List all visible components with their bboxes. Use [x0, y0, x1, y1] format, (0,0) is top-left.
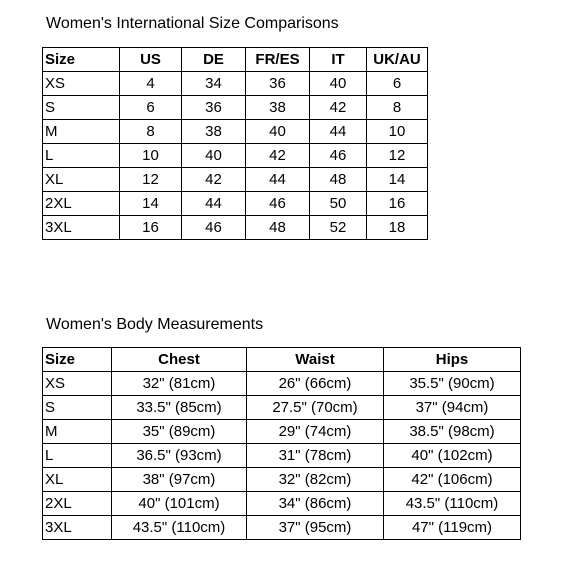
intl-cell-us: 6	[120, 96, 182, 120]
body-cell-chest: 32" (81cm)	[112, 372, 247, 396]
body-cell-hips: 47" (119cm)	[384, 516, 521, 540]
body-cell-chest: 36.5" (93cm)	[112, 444, 247, 468]
body-cell-waist: 27.5" (70cm)	[247, 396, 384, 420]
intl-cell-it: 52	[310, 216, 367, 240]
table-row	[43, 492, 521, 516]
intl-cell-uk-au: 10	[367, 120, 428, 144]
body-cell-waist: 37" (95cm)	[247, 516, 384, 540]
body-header-row	[43, 348, 521, 372]
body-cell-waist: 29" (74cm)	[247, 420, 384, 444]
table-row	[43, 444, 521, 468]
body-header-waist: Waist	[247, 348, 384, 372]
intl-cell-fr-es: 44	[246, 168, 310, 192]
body-cell-size: XS	[43, 372, 112, 396]
intl-cell-us: 4	[120, 72, 182, 96]
table-row	[43, 372, 521, 396]
intl-cell-uk-au: 18	[367, 216, 428, 240]
body-cell-size: XL	[43, 468, 112, 492]
intl-header-de: DE	[182, 48, 246, 72]
intl-cell-it: 50	[310, 192, 367, 216]
table-row	[43, 168, 428, 192]
intl-cell-fr-es: 40	[246, 120, 310, 144]
body-cell-size: 2XL	[43, 492, 112, 516]
body-cell-chest: 38" (97cm)	[112, 468, 247, 492]
intl-cell-uk-au: 8	[367, 96, 428, 120]
intl-cell-de: 38	[182, 120, 246, 144]
body-cell-hips: 40" (102cm)	[384, 444, 521, 468]
intl-table-body	[43, 72, 428, 240]
intl-cell-size: M	[43, 120, 120, 144]
intl-cell-de: 34	[182, 72, 246, 96]
intl-cell-size: S	[43, 96, 120, 120]
intl-header-fr-es: FR/ES	[246, 48, 310, 72]
body-header-chest: Chest	[112, 348, 247, 372]
body-cell-hips: 43.5" (110cm)	[384, 492, 521, 516]
table-row	[43, 468, 521, 492]
body-cell-chest: 43.5" (110cm)	[112, 516, 247, 540]
intl-cell-fr-es: 46	[246, 192, 310, 216]
table-row	[43, 72, 428, 96]
intl-header-size: Size	[43, 48, 120, 72]
table-row	[43, 192, 428, 216]
intl-cell-uk-au: 12	[367, 144, 428, 168]
body-cell-chest: 33.5" (85cm)	[112, 396, 247, 420]
intl-cell-size: 3XL	[43, 216, 120, 240]
intl-header-us: US	[120, 48, 182, 72]
body-cell-hips: 38.5" (98cm)	[384, 420, 521, 444]
table-row	[43, 144, 428, 168]
intl-cell-de: 42	[182, 168, 246, 192]
intl-cell-us: 8	[120, 120, 182, 144]
body-measurements-table	[42, 347, 521, 540]
intl-cell-fr-es: 36	[246, 72, 310, 96]
body-cell-chest: 40" (101cm)	[112, 492, 247, 516]
intl-cell-it: 48	[310, 168, 367, 192]
intl-cell-us: 10	[120, 144, 182, 168]
table-row	[43, 516, 521, 540]
intl-cell-uk-au: 6	[367, 72, 428, 96]
intl-cell-de: 46	[182, 216, 246, 240]
intl-cell-us: 16	[120, 216, 182, 240]
intl-cell-fr-es: 42	[246, 144, 310, 168]
body-cell-hips: 35.5" (90cm)	[384, 372, 521, 396]
table-row	[43, 120, 428, 144]
body-cell-size: S	[43, 396, 112, 420]
intl-header-it: IT	[310, 48, 367, 72]
intl-cell-us: 14	[120, 192, 182, 216]
intl-cell-de: 36	[182, 96, 246, 120]
intl-size-title: Women's International Size Comparisons	[46, 15, 339, 32]
intl-cell-de: 44	[182, 192, 246, 216]
body-cell-size: L	[43, 444, 112, 468]
body-table-body	[43, 372, 521, 540]
intl-cell-de: 40	[182, 144, 246, 168]
intl-cell-fr-es: 48	[246, 216, 310, 240]
intl-header-row	[43, 48, 428, 72]
intl-cell-it: 40	[310, 72, 367, 96]
body-cell-waist: 31" (78cm)	[247, 444, 384, 468]
intl-cell-it: 44	[310, 120, 367, 144]
intl-size-table	[42, 47, 428, 240]
table-row	[43, 420, 521, 444]
intl-header-uk-au: UK/AU	[367, 48, 428, 72]
body-cell-size: M	[43, 420, 112, 444]
body-cell-waist: 26" (66cm)	[247, 372, 384, 396]
intl-cell-it: 42	[310, 96, 367, 120]
body-cell-size: 3XL	[43, 516, 112, 540]
intl-cell-uk-au: 14	[367, 168, 428, 192]
body-cell-chest: 35" (89cm)	[112, 420, 247, 444]
intl-cell-uk-au: 16	[367, 192, 428, 216]
body-cell-waist: 34" (86cm)	[247, 492, 384, 516]
intl-cell-size: XL	[43, 168, 120, 192]
body-cell-hips: 42" (106cm)	[384, 468, 521, 492]
table-row	[43, 396, 521, 420]
intl-cell-size: L	[43, 144, 120, 168]
intl-cell-fr-es: 38	[246, 96, 310, 120]
body-header-hips: Hips	[384, 348, 521, 372]
table-row	[43, 96, 428, 120]
intl-cell-size: 2XL	[43, 192, 120, 216]
body-cell-waist: 32" (82cm)	[247, 468, 384, 492]
intl-cell-us: 12	[120, 168, 182, 192]
body-cell-hips: 37" (94cm)	[384, 396, 521, 420]
table-row	[43, 216, 428, 240]
intl-cell-it: 46	[310, 144, 367, 168]
body-measurements-title: Women's Body Measurements	[46, 316, 264, 333]
intl-cell-size: XS	[43, 72, 120, 96]
body-header-size: Size	[43, 348, 112, 372]
